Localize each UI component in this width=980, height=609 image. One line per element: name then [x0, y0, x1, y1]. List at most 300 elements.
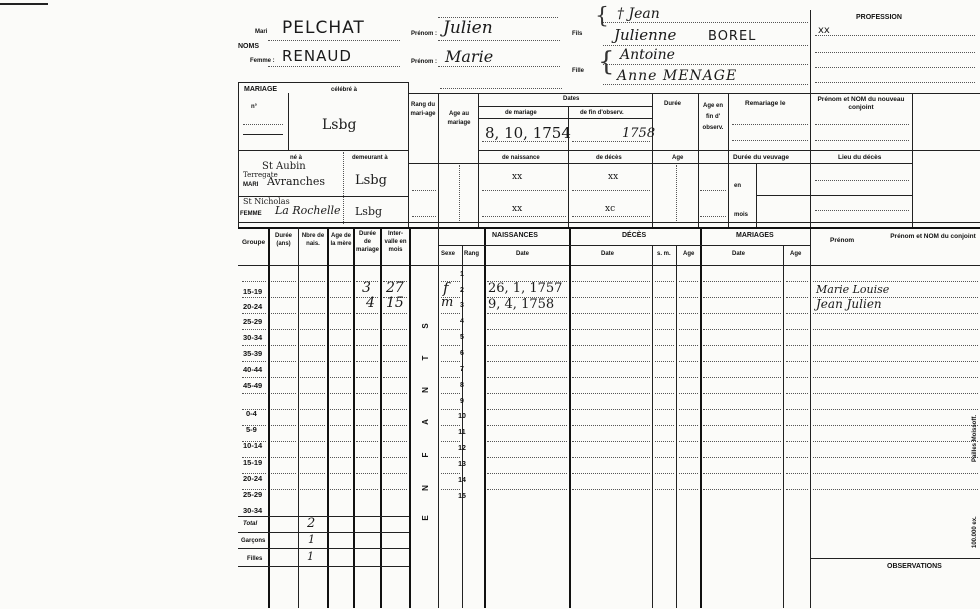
group-row: 20-24: [243, 474, 263, 483]
rule: [288, 93, 289, 150]
total-label: Total: [243, 521, 258, 527]
mariage-label: MARIAGE: [244, 86, 278, 93]
row-line: [242, 345, 266, 346]
row-line: [356, 473, 378, 474]
row-line: [441, 441, 460, 442]
rank-number: 9: [460, 398, 464, 405]
row-line: [703, 345, 781, 346]
deces-age-label: Age: [683, 251, 695, 257]
child2-duree-mariage: 4: [366, 295, 375, 311]
demeurant-label: demeurant à: [352, 155, 388, 161]
row-line: [271, 345, 296, 346]
row-line: [786, 457, 808, 458]
row-line: [242, 409, 266, 410]
row-line: [786, 473, 808, 474]
row-line: [813, 441, 978, 442]
row-line: [813, 361, 978, 362]
row-line: [383, 489, 407, 490]
row-line: [487, 425, 567, 426]
total-rule: [238, 566, 409, 567]
row-line: [383, 393, 407, 394]
row-line: [813, 409, 978, 410]
row-line: [242, 329, 266, 330]
row-line: [572, 329, 650, 330]
rule: [243, 134, 283, 135]
row-line: [703, 281, 781, 282]
row-line: [356, 441, 378, 442]
group-row: 25-29: [243, 490, 263, 499]
row-line: [703, 441, 781, 442]
dotline: [603, 45, 808, 46]
en-label: en: [734, 183, 742, 189]
row-line: [703, 409, 781, 410]
dotline: [438, 17, 558, 18]
noms-label: NOMS: [238, 43, 259, 50]
mere-mari-prenom: Julienne: [614, 26, 677, 44]
dates-label: Dates: [563, 96, 580, 102]
nouveau-conjoint-label: Prénom et NOM du nouveau conjoint: [817, 96, 905, 111]
dotline: [815, 67, 975, 68]
dotline: [482, 216, 566, 217]
col: [438, 227, 439, 608]
row-line: [242, 361, 266, 362]
group-row: 15-19: [243, 458, 263, 467]
mere-femme: Anne MENAGE: [617, 68, 738, 84]
deces-date-label: Date: [601, 251, 615, 257]
de-mariage-label: de mariage: [505, 110, 537, 116]
child2-intervalle: 15: [386, 295, 404, 311]
rule: [238, 82, 239, 227]
rule: [810, 93, 980, 94]
mariages-date-label: Date: [732, 251, 746, 257]
row-line: [330, 441, 351, 442]
date-mariage: 8, 10, 1754: [485, 124, 571, 142]
row-line: [383, 377, 407, 378]
row-line: [330, 329, 351, 330]
row-line: [441, 393, 460, 394]
row-line: [271, 441, 296, 442]
mere-mari-nom: BOREL: [708, 29, 757, 44]
dotline: [603, 64, 808, 65]
row-line: [441, 409, 460, 410]
row-line: [813, 377, 978, 378]
row-line: [487, 361, 567, 362]
rule: [408, 163, 728, 164]
dotline: [268, 66, 400, 67]
row-line: [786, 393, 808, 394]
dotline: [438, 40, 560, 41]
femme-label: Femme :: [250, 58, 275, 64]
row-line: [655, 473, 674, 474]
row-line: [242, 489, 266, 490]
row-line: [383, 441, 407, 442]
row-line: [703, 377, 781, 378]
row-line: [786, 281, 808, 282]
dotline: [572, 190, 650, 191]
row-line: [655, 281, 674, 282]
child1-intervalle: 27: [386, 280, 404, 296]
child2-prenom: Jean Julien: [816, 297, 882, 311]
row-line: [572, 297, 650, 298]
fils-label: Fils: [572, 31, 583, 37]
row-line: [330, 409, 351, 410]
row-line: [487, 473, 567, 474]
row-line: [242, 313, 266, 314]
garcons-value: 1: [308, 533, 315, 546]
row-line: [441, 457, 460, 458]
dotline: [459, 165, 460, 221]
row-line: [572, 393, 650, 394]
row-line: [703, 489, 781, 490]
row-line: [655, 313, 674, 314]
vertical-letter: A: [421, 419, 430, 425]
rank-number: 6: [460, 350, 464, 357]
observations-label: OBSERVATIONS: [887, 563, 942, 570]
row-line: [679, 473, 698, 474]
profession-divider: [810, 10, 811, 608]
mari-row-label: MARI: [243, 182, 259, 188]
row-line: [356, 345, 378, 346]
rank-number: 14: [458, 477, 466, 484]
row-line: [300, 329, 325, 330]
intervalle-label: Inter-valle en mois: [384, 231, 407, 253]
dotline: [603, 22, 808, 23]
row-line: [655, 425, 674, 426]
row-line: [300, 377, 325, 378]
row-line: [330, 345, 351, 346]
vertical-letter: E: [421, 515, 430, 521]
femme-nom: RENAUD: [282, 47, 352, 65]
dotline: [732, 124, 808, 125]
dotline: [700, 190, 726, 191]
row-line: [356, 393, 378, 394]
row-line: [441, 361, 460, 362]
dotline: [815, 82, 975, 83]
rule: [478, 150, 728, 151]
col: [298, 227, 299, 608]
row-line: [383, 313, 407, 314]
group-row: 10-14: [243, 441, 263, 450]
rule: [408, 93, 810, 94]
row-line: [383, 425, 407, 426]
table-top-rule: [238, 227, 980, 229]
row-line: [383, 457, 407, 458]
row-line: [356, 313, 378, 314]
group-row: 15-19: [243, 287, 263, 296]
row-line: [242, 297, 266, 298]
vertical-letter: N: [421, 485, 430, 491]
row-line: [330, 425, 351, 426]
row-line: [572, 409, 650, 410]
duree-veuvage-label: Durée du veuvage: [733, 154, 789, 161]
row-line: [271, 313, 296, 314]
row-line: [703, 361, 781, 362]
dotline: [815, 180, 909, 181]
row-line: [300, 425, 325, 426]
row-line: [703, 329, 781, 330]
dotline: [482, 141, 566, 142]
group-row: 5-9: [246, 425, 257, 434]
row-line: [330, 281, 351, 282]
row-line: [330, 489, 351, 490]
row-line: [271, 329, 296, 330]
rank-number: 10: [458, 413, 466, 420]
col: [409, 227, 411, 608]
rang-mariage-label: Rang du mari-age: [410, 102, 436, 117]
deces-label: DÉCÈS: [622, 232, 647, 239]
rule: [912, 93, 913, 227]
numero-label: n°: [251, 104, 258, 110]
profession-label: PROFESSION: [856, 14, 902, 21]
rule: [238, 222, 810, 223]
total-rule: [238, 516, 409, 517]
row-line: [679, 377, 698, 378]
dotline: [412, 216, 436, 217]
row-line: [786, 425, 808, 426]
row-line: [813, 313, 978, 314]
row-line: [487, 329, 567, 330]
mari-naissance-2: Terregate: [243, 171, 278, 179]
vertical-letter: T: [421, 355, 430, 361]
rank-number: 13: [458, 461, 466, 468]
row-line: [300, 441, 325, 442]
rule: [438, 93, 439, 227]
dotline: [603, 84, 808, 85]
row-line: [330, 297, 351, 298]
lieu-deces-label: Lieu du décès: [838, 154, 882, 161]
row-line: [330, 393, 351, 394]
rank-number: 1: [460, 271, 464, 278]
row-line: [703, 425, 781, 426]
mari-prenom: Julien: [443, 18, 493, 38]
child2-date-naissance: 9, 4, 1758: [488, 297, 555, 312]
row-line: [242, 377, 266, 378]
femme-naissance-1: St Nicholas: [243, 197, 290, 206]
row-line: [441, 377, 460, 378]
rank-number: 2: [460, 287, 464, 294]
col: [462, 245, 463, 608]
row-line: [383, 473, 407, 474]
row-line: [655, 361, 674, 362]
row-line: [242, 393, 266, 394]
row-line: [441, 345, 460, 346]
row-line: [300, 393, 325, 394]
dotline: [572, 216, 650, 217]
row-line: [786, 441, 808, 442]
naissance-femme: xx: [512, 204, 523, 214]
row-line: [572, 281, 650, 282]
row-line: [786, 297, 808, 298]
row-line: [300, 281, 325, 282]
row-line: [572, 313, 650, 314]
de-deces-label: de décès: [596, 155, 622, 161]
mari-naissance-1: St Aubin: [262, 161, 306, 172]
row-line: [487, 345, 567, 346]
rank-number: 5: [460, 334, 464, 341]
col: [380, 227, 382, 608]
row-line: [271, 409, 296, 410]
row-line: [356, 457, 378, 458]
naiss-date-label: Date: [516, 251, 530, 257]
row-line: [300, 313, 325, 314]
table-header-rule: [238, 265, 980, 266]
col: [569, 227, 571, 608]
row-line: [655, 393, 674, 394]
row-line: [679, 393, 698, 394]
row-line: [572, 361, 650, 362]
child1-prenom: Marie Louise: [816, 283, 890, 296]
row-line: [679, 345, 698, 346]
row-line: [383, 409, 407, 410]
row-line: [572, 457, 650, 458]
row-line: [655, 457, 674, 458]
group-row: 0-4: [246, 409, 257, 418]
row-line: [679, 425, 698, 426]
row-line: [813, 489, 978, 490]
naissances-label: NAISSANCES: [492, 232, 538, 239]
row-line: [786, 329, 808, 330]
filles-value: 1: [307, 550, 314, 563]
row-line: [441, 425, 460, 426]
row-line: [703, 313, 781, 314]
row-line: [813, 473, 978, 474]
dotline: [815, 210, 909, 211]
row-line: [300, 489, 325, 490]
vertical-letter: N: [421, 387, 430, 393]
row-line: [242, 473, 266, 474]
age-col-label: Age: [672, 155, 684, 161]
row-line: [679, 281, 698, 282]
fils-brace: {: [595, 4, 609, 29]
row-line: [786, 345, 808, 346]
row-line: [572, 441, 650, 442]
prenom-femme-label: Prénom :: [411, 59, 438, 65]
dotline: [815, 35, 975, 36]
rank-number: 7: [460, 366, 464, 373]
row-line: [487, 489, 567, 490]
rang-label: Rang: [464, 251, 479, 257]
row-line: [679, 297, 698, 298]
row-line: [300, 457, 325, 458]
dotline: [572, 141, 650, 142]
fin-observ-label: de fin d'observ.: [580, 110, 624, 116]
child1-duree-mariage: 3: [362, 280, 371, 296]
row-line: [813, 345, 978, 346]
group-row: 25-29: [243, 317, 263, 326]
dotline: [815, 140, 909, 141]
row-line: [271, 297, 296, 298]
rule: [484, 245, 569, 246]
row-line: [330, 313, 351, 314]
vertical-letter: S: [421, 323, 430, 329]
mari-naissance-3: Avranches: [267, 175, 326, 188]
mari-demeure: Lsbg: [355, 173, 387, 188]
naissance-mari: xx: [512, 172, 523, 182]
rank-number: 4: [460, 318, 464, 325]
row-line: [487, 313, 567, 314]
row-line: [679, 361, 698, 362]
row-line: [655, 409, 674, 410]
col: [353, 227, 355, 608]
row-line: [679, 409, 698, 410]
row-line: [655, 489, 674, 490]
row-line: [655, 441, 674, 442]
row-line: [487, 409, 567, 410]
row-line: [572, 377, 650, 378]
row-line: [572, 425, 650, 426]
row-line: [356, 361, 378, 362]
row-line: [786, 377, 808, 378]
ne-a-label: né à: [290, 155, 303, 161]
copies-note: 100.000 ex.: [972, 516, 978, 548]
row-line: [271, 377, 296, 378]
dotline: [243, 124, 283, 125]
rule: [569, 245, 700, 246]
mari-label: Mari: [255, 29, 268, 35]
dotline: [438, 66, 560, 67]
rule: [700, 245, 810, 246]
row-line: [356, 329, 378, 330]
row-line: [356, 377, 378, 378]
row-line: [271, 361, 296, 362]
row-line: [487, 441, 567, 442]
de-naissance-label: de naissance: [502, 155, 540, 161]
group-row: 45-49: [243, 381, 263, 390]
row-line: [330, 457, 351, 458]
row-line: [330, 361, 351, 362]
row-line: [572, 345, 650, 346]
duree-label: Durée: [664, 101, 682, 107]
col: [652, 245, 653, 608]
deces-femme: xc: [605, 204, 616, 214]
row-line: [679, 457, 698, 458]
row-line: [242, 281, 266, 282]
row-line: [330, 377, 351, 378]
row-line: [703, 393, 781, 394]
duree-ans-label: Durée (ans): [274, 233, 292, 247]
total-rule: [238, 548, 409, 549]
rank-number: 12: [458, 445, 466, 452]
rule: [478, 118, 652, 119]
group-row: 30-34: [243, 333, 263, 342]
rank-number: 15: [458, 493, 466, 500]
age-mere-label: Age de la mère: [330, 233, 352, 247]
sexe-label: Sexe: [441, 251, 456, 257]
col: [327, 227, 329, 608]
row-line: [356, 425, 378, 426]
row-line: [300, 361, 325, 362]
rule: [810, 222, 980, 223]
rule: [810, 558, 980, 559]
row-line: [441, 329, 460, 330]
row-line: [356, 409, 378, 410]
rule: [238, 82, 408, 83]
row-line: [242, 457, 266, 458]
row-line: [271, 393, 296, 394]
row-line: [813, 425, 978, 426]
dotline: [676, 165, 677, 221]
row-line: [813, 329, 978, 330]
child2-sexe: m: [441, 295, 454, 310]
child1-date-naissance: 26, 1, 1757: [488, 281, 563, 296]
row-line: [786, 313, 808, 314]
femme-prenom: Marie: [445, 47, 494, 66]
age-fin-label: Age en fin d' observ.: [702, 103, 724, 131]
garcons-label: Garçons: [241, 538, 266, 544]
dotline: [412, 190, 436, 191]
row-line: [813, 393, 978, 394]
row-line: [271, 425, 296, 426]
